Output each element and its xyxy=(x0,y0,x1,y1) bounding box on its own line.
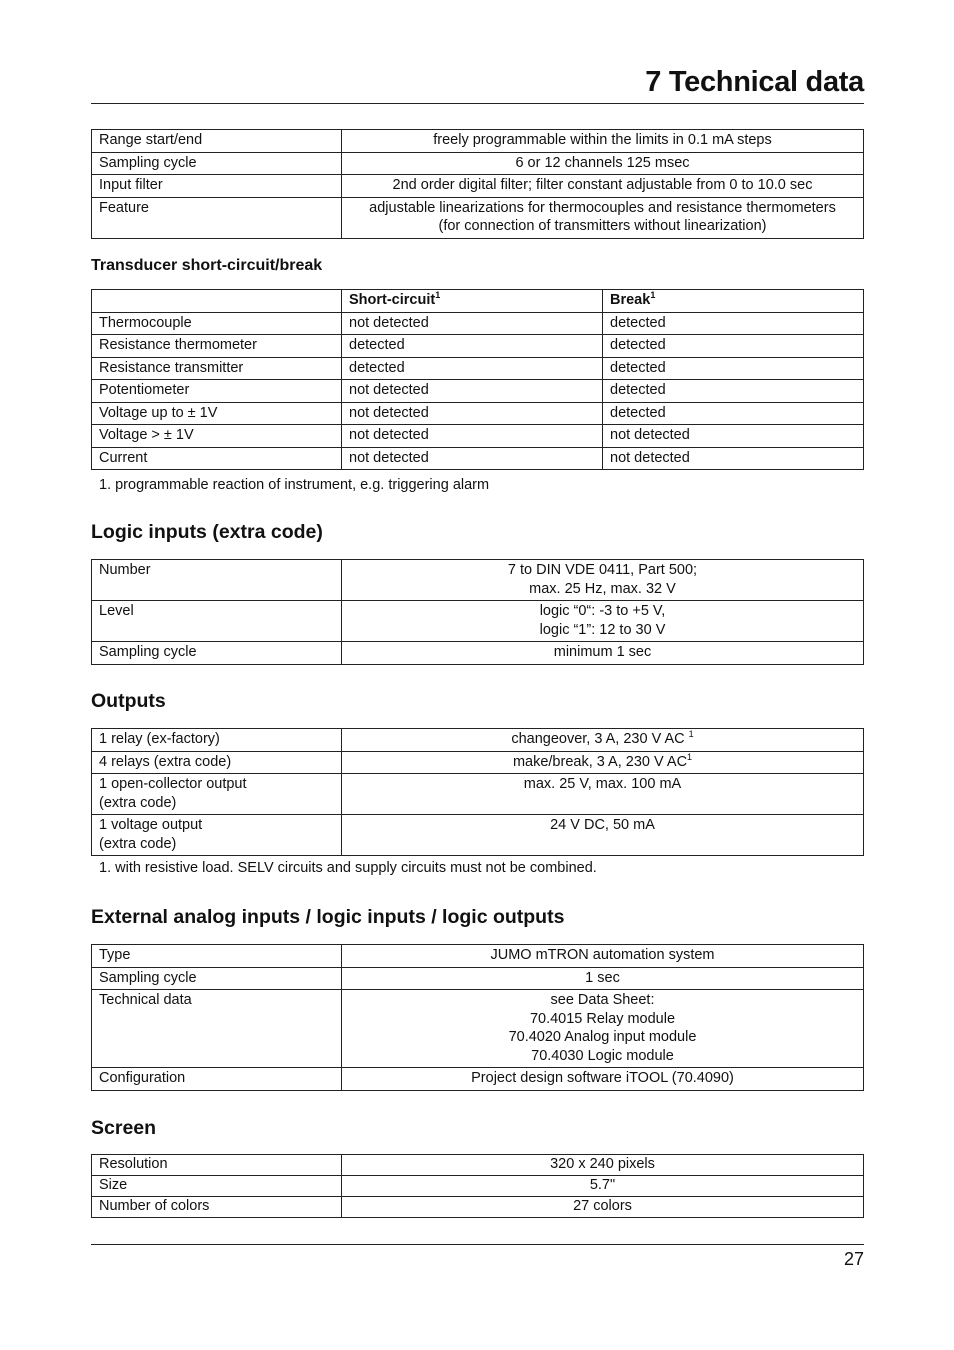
row-value: see Data Sheet: 70.4015 Relay module 70.4020 Analog input module 70.4030 Logic module xyxy=(342,990,864,1068)
table-row xyxy=(92,1068,864,1091)
external-table xyxy=(91,944,864,1091)
document-page xyxy=(91,0,864,1350)
row-value: 5.7" xyxy=(342,1176,864,1197)
row-value: 320 x 240 pixels xyxy=(342,1155,864,1176)
break-cell: detected xyxy=(603,402,864,425)
row-value: 2nd order digital filter; filter constant adjustable from 0 to 10.0 sec xyxy=(342,175,864,198)
row-value xyxy=(342,729,864,752)
short-circuit-cell: not detected xyxy=(342,380,603,403)
footnote-marker: 1 xyxy=(687,751,693,762)
row-label: Type xyxy=(92,945,342,968)
footnote-marker: 1 xyxy=(650,290,656,301)
short-circuit-cell: detected xyxy=(342,357,603,380)
table-header-row xyxy=(92,290,864,313)
footer-rule xyxy=(91,1244,864,1245)
analog-inputs-table-block xyxy=(91,129,864,239)
table-row xyxy=(92,447,864,470)
table-row xyxy=(92,560,864,601)
row-value: adjustable linearizations for thermocouples and resistance thermometers (for connection of transmitters without linearization) xyxy=(342,197,864,238)
table-row xyxy=(92,152,864,175)
table-row xyxy=(92,774,864,815)
analog-inputs-table xyxy=(91,129,864,239)
external-table-block xyxy=(91,944,864,1091)
table-row xyxy=(92,130,864,153)
row-value xyxy=(342,751,864,774)
row-value: Project design software iTOOL (70.4090) xyxy=(342,1068,864,1091)
short-circuit-cell: not detected xyxy=(342,312,603,335)
row-label: Level xyxy=(92,601,342,642)
row-label: Size xyxy=(92,1176,342,1197)
table-row xyxy=(92,402,864,425)
column-header-label: Break xyxy=(610,292,651,308)
row-label: Configuration xyxy=(92,1068,342,1091)
row-label: Feature xyxy=(92,197,342,238)
break-cell: detected xyxy=(603,312,864,335)
row-value: 7 to DIN VDE 0411, Part 500; max. 25 Hz, max. 32 V xyxy=(342,560,864,601)
screen-table xyxy=(91,1154,864,1218)
row-label: Number of colors xyxy=(92,1197,342,1218)
row-label: Voltage up to ± 1V xyxy=(92,402,342,425)
break-cell: detected xyxy=(603,380,864,403)
table-row xyxy=(92,312,864,335)
row-value: JUMO mTRON automation system xyxy=(342,945,864,968)
row-value: max. 25 V, max. 100 mA xyxy=(342,774,864,815)
table-row xyxy=(92,945,864,968)
short-circuit-cell: not detected xyxy=(342,402,603,425)
table-row xyxy=(92,601,864,642)
short-circuit-cell: not detected xyxy=(342,425,603,448)
column-header-break xyxy=(603,290,864,313)
break-cell: not detected xyxy=(603,425,864,448)
table-row xyxy=(92,1176,864,1197)
row-value: 6 or 12 channels 125 msec xyxy=(342,152,864,175)
row-label: Technical data xyxy=(92,990,342,1068)
chapter-title: 7 Technical data xyxy=(645,66,864,98)
table-row xyxy=(92,751,864,774)
table-row xyxy=(92,642,864,665)
header-rule xyxy=(91,103,864,104)
transducer-heading: Transducer short-circuit/break xyxy=(91,257,323,274)
page-number: 27 xyxy=(843,1249,864,1269)
row-label: Thermocouple xyxy=(92,312,342,335)
footnote-marker: 1 xyxy=(688,729,694,740)
table-row xyxy=(92,175,864,198)
table-row xyxy=(92,1155,864,1176)
table-row xyxy=(92,197,864,238)
table-row xyxy=(92,425,864,448)
logic-inputs-heading: Logic inputs (extra code) xyxy=(91,521,323,543)
outputs-table xyxy=(91,728,864,856)
transducer-table-block xyxy=(91,289,864,470)
row-label: Sampling cycle xyxy=(92,642,342,665)
row-label: Resolution xyxy=(92,1155,342,1176)
table-row xyxy=(92,967,864,990)
row-label: Sampling cycle xyxy=(92,967,342,990)
screen-heading: Screen xyxy=(91,1117,157,1139)
row-value: logic “0“: -3 to +5 V, logic “1”: 12 to 30 V xyxy=(342,601,864,642)
row-label: Number xyxy=(92,560,342,601)
short-circuit-cell: not detected xyxy=(342,447,603,470)
external-heading: External analog inputs / logic inputs / logic outputs xyxy=(91,906,565,928)
row-label: 4 relays (extra code) xyxy=(92,751,342,774)
break-cell: detected xyxy=(603,335,864,358)
row-label: Resistance thermometer xyxy=(92,335,342,358)
header-empty-cell xyxy=(92,290,342,313)
row-label: Current xyxy=(92,447,342,470)
row-label: Resistance transmitter xyxy=(92,357,342,380)
logic-inputs-table-block xyxy=(91,559,864,665)
outputs-footnote: 1. with resistive load. SELV circuits and supply circuits must not be combined. xyxy=(99,860,597,876)
row-label: 1 relay (ex-factory) xyxy=(92,729,342,752)
table-row xyxy=(92,729,864,752)
row-label: Input filter xyxy=(92,175,342,198)
outputs-table-block xyxy=(91,728,864,856)
logic-inputs-table xyxy=(91,559,864,665)
row-value: 1 sec xyxy=(342,967,864,990)
value-text: make/break, 3 A, 230 V AC xyxy=(512,753,688,770)
row-label: Range start/end xyxy=(92,130,342,153)
value-text: changeover, 3 A, 230 V AC xyxy=(511,731,689,747)
row-label: Sampling cycle xyxy=(92,152,342,175)
row-value: 27 colors xyxy=(342,1197,864,1218)
table-row xyxy=(92,357,864,380)
screen-table-block xyxy=(91,1154,864,1218)
transducer-table xyxy=(91,289,864,470)
row-label: 1 open-collector output (extra code) xyxy=(92,774,342,815)
short-circuit-cell: detected xyxy=(342,335,603,358)
table-row xyxy=(92,335,864,358)
row-value: minimum 1 sec xyxy=(342,642,864,665)
break-cell: detected xyxy=(603,357,864,380)
table-row xyxy=(92,815,864,856)
table-row xyxy=(92,990,864,1068)
row-label: Potentiometer xyxy=(92,380,342,403)
row-label: Voltage > ± 1V xyxy=(92,425,342,448)
outputs-heading: Outputs xyxy=(91,690,166,712)
row-value: freely programmable within the limits in 0.1 mA steps xyxy=(342,130,864,153)
column-header-short-circuit xyxy=(342,290,603,313)
transducer-footnote: 1. programmable reaction of instrument, e.g. triggering alarm xyxy=(99,477,490,493)
footnote-marker: 1 xyxy=(435,290,441,301)
break-cell: not detected xyxy=(603,447,864,470)
table-row xyxy=(92,1197,864,1218)
table-row xyxy=(92,380,864,403)
column-header-label: Short-circuit xyxy=(349,292,436,308)
row-label: 1 voltage output (extra code) xyxy=(92,815,342,856)
row-value: 24 V DC, 50 mA xyxy=(342,815,864,856)
